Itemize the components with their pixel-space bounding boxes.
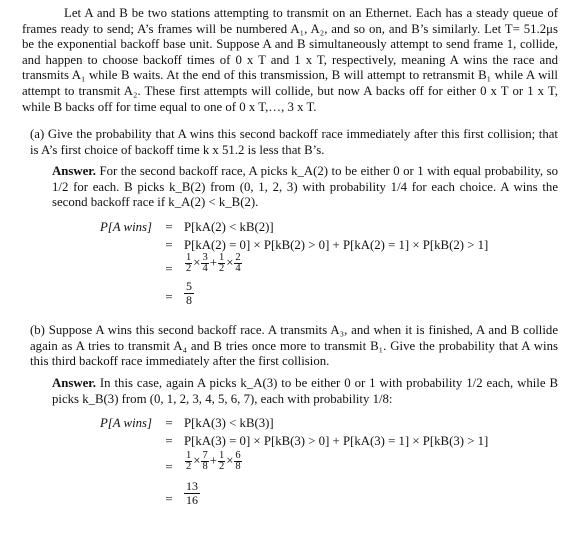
equation-a-line3: $\frac{1}{2}$ × $\frac{3}{4}$ + $\frac{1}{2}$ × $\frac{2}{4}$ bbox=[186, 252, 241, 274]
answer-a-label: Answer. bbox=[52, 164, 96, 178]
answer-b bbox=[52, 376, 558, 407]
eq-sign: = bbox=[165, 434, 173, 448]
question-a bbox=[30, 127, 558, 158]
eq-sign: = bbox=[165, 416, 173, 430]
answer-a-text: For the second backoff race, A picks k_A(2) to be either 0 or 1 with equal probability, so 1/2 for each. B picks k_B(2) from (0, 1, 2, 3) with probability 1/4 for each choice. A wins the second backoff race if k_A(2) < k_B(2). bbox=[52, 164, 558, 210]
eq-sign: = bbox=[165, 492, 173, 506]
fraction: $\frac{3}{4}$ bbox=[202, 252, 208, 274]
eq-sign: = bbox=[165, 262, 173, 276]
equation-a-result bbox=[184, 280, 194, 307]
equation-b-lhs: P[A wins] bbox=[99, 416, 152, 430]
answer-b-label: Answer. bbox=[52, 376, 96, 390]
equation-b-line1: P[kA(3) < kB(3)] bbox=[184, 416, 274, 430]
eq-sign: = bbox=[165, 290, 173, 304]
equation-b-result bbox=[184, 480, 200, 507]
question-b bbox=[30, 323, 558, 370]
fraction: $\frac{13}{16}$ bbox=[186, 479, 198, 507]
intro-text: Let A and B be two stations attempting to transmit on an Ethernet. Each has a steady queue of frames ready to send; A’s frames will be numbered A₁, A₂, and so on, and B’s similarly. Let T= 51.2μs be the exponential backoff base unit. Suppose A and B simultaneously attempt to send frame 1, collide, and happen to choose backoff times of 0 x T and 1 x T, respectively, meaning A wins the race and transmits A₁ while B waits. At the end of this transmission, B will attempt to retransmit B₁ while A will attempt to transmit A₂. These first attempts will collide, but now A backs off for either 0 x T or 1 x T, while B backs off for time equal to one of 0 x T,…, 3 x T. bbox=[22, 6, 558, 114]
equation-a-lhs: P[A wins] bbox=[99, 220, 152, 234]
equation-a bbox=[0, 220, 580, 316]
question-a-text: Give the probability that A wins this second backoff race immediately after this first collision; that is A’s first choice of backoff time k x 51.2 is less that B’s. bbox=[30, 127, 558, 157]
intro-paragraph bbox=[22, 6, 558, 115]
eq-sign: = bbox=[165, 238, 173, 252]
equation-b-line2: P[kA(3) = 0] × P[kB(3) > 0] + P[kA(3) = 1] × P[kB(3) > 1] bbox=[184, 434, 489, 448]
fraction: $\frac{1}{2}$ bbox=[218, 450, 225, 472]
fraction: $\frac{1}{2}$ bbox=[186, 450, 192, 472]
fraction: $\frac{1}{2}$ bbox=[218, 252, 225, 274]
eq-sign: = bbox=[165, 220, 173, 234]
fraction: $\frac{7}{8}$ bbox=[202, 450, 208, 472]
equation-b-line3: $\frac{1}{2}$ × $\frac{7}{8}$ + $\frac{1}{2}$ × $\frac{6}{8}$ bbox=[186, 450, 241, 472]
fraction: $\frac{5}{8}$ bbox=[186, 279, 192, 307]
equation-a-line2: P[kA(2) = 0] × P[kB(2) > 0] + P[kA(2) = 1] × P[kB(2) > 1] bbox=[184, 238, 489, 252]
fraction: $\frac{2}{4}$ bbox=[235, 252, 241, 274]
equation-a-line1: P[kA(2) < kB(2)] bbox=[184, 220, 274, 234]
question-b-label: (b) bbox=[30, 323, 45, 337]
question-a-label: (a) bbox=[30, 127, 45, 141]
fraction: $\frac{6}{8}$ bbox=[235, 450, 241, 472]
answer-b-text: In this case, again A picks k_A(3) to be either 0 or 1 with probability 1/2 each, while B picks k_B(3) from (0, 1, 2, 3, 4, 5, 6, 7), each with probability 1/8: bbox=[52, 376, 558, 406]
answer-a bbox=[52, 164, 558, 211]
equation-b bbox=[0, 416, 580, 526]
question-b-text: Suppose A wins this second backoff race. A transmits A₃, and when it is finished, A and B collide again as A tries to transmit A₄ and B tries once more to transmit B₁. Give the probability that A wins this third backoff race immediately after the first collision. bbox=[30, 323, 558, 369]
fraction: $\frac{1}{2}$ bbox=[186, 252, 192, 274]
eq-sign: = bbox=[165, 460, 173, 474]
